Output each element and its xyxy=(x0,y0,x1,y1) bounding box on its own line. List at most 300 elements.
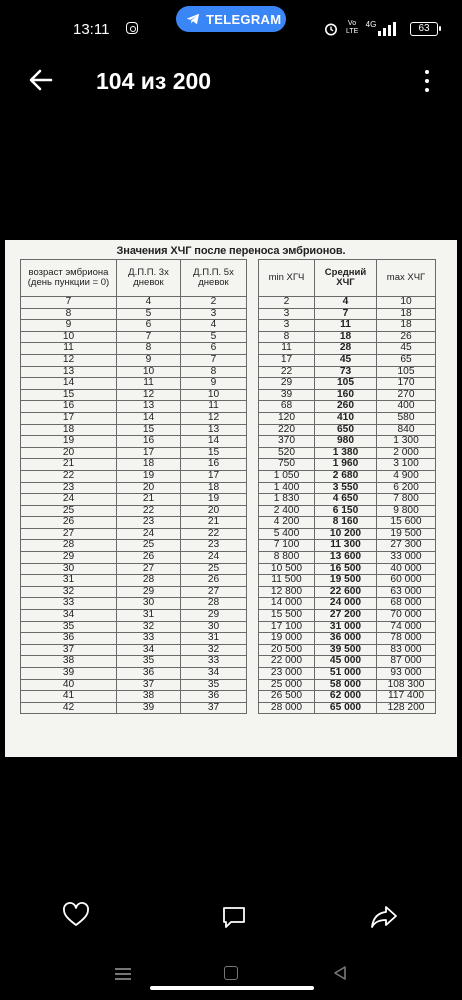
table-cell: 22 xyxy=(117,505,181,517)
table-cell: 31 xyxy=(117,610,181,622)
table-row xyxy=(259,320,436,332)
table-cell: 26 xyxy=(21,517,117,529)
table-cell: 9 xyxy=(21,320,117,332)
table-row xyxy=(21,459,247,471)
header-5day: Д.П.П. 5х дневок xyxy=(181,260,247,297)
table-cell: 37 xyxy=(117,679,181,691)
table-cell: 34 xyxy=(21,610,117,622)
alarm-icon xyxy=(324,22,338,36)
table-cell: 7 xyxy=(315,308,377,320)
table-cell: 32 xyxy=(181,644,247,656)
header-avg-hcg: Средний ХЧГ xyxy=(315,260,377,297)
table-cell: 23 000 xyxy=(259,668,315,680)
post-actions xyxy=(0,895,462,939)
table-cell: 13 600 xyxy=(315,552,377,564)
table-cell: 13 xyxy=(21,366,117,378)
telegram-icon xyxy=(186,12,200,26)
table-row xyxy=(259,424,436,436)
table-cell: 8 xyxy=(181,366,247,378)
table-cell: 5 400 xyxy=(259,528,315,540)
table-cell: 35 xyxy=(181,679,247,691)
table-cell: 20 xyxy=(181,505,247,517)
document-photo[interactable] xyxy=(5,240,457,757)
table-cell: 83 000 xyxy=(377,644,436,656)
table-cell: 37 xyxy=(181,702,247,714)
table-cell: 68 xyxy=(259,401,315,413)
table-cell: 5 xyxy=(181,331,247,343)
table-row xyxy=(21,424,247,436)
table-row xyxy=(21,610,247,622)
table-cell: 45 000 xyxy=(315,656,377,668)
table-cell: 220 xyxy=(259,424,315,436)
table-cell: 17 xyxy=(117,447,181,459)
table-cell: 8 xyxy=(117,343,181,355)
table-cell: 980 xyxy=(315,436,377,448)
table-row xyxy=(21,343,247,355)
table-cell: 7 xyxy=(21,297,117,309)
table-cell: 22 xyxy=(21,470,117,482)
table-cell: 22 xyxy=(181,528,247,540)
table-cell: 12 xyxy=(21,354,117,366)
table-cell: 12 xyxy=(181,412,247,424)
table-cell: 2 680 xyxy=(315,470,377,482)
table-cell: 21 xyxy=(117,494,181,506)
table-cell: 12 800 xyxy=(259,586,315,598)
table-row xyxy=(259,644,436,656)
table-cell: 12 xyxy=(117,389,181,401)
table-cell: 1 300 xyxy=(377,436,436,448)
table-cell: 32 xyxy=(21,586,117,598)
table-cell: 16 xyxy=(21,401,117,413)
table-cell: 4 xyxy=(117,297,181,309)
table-cell: 36 xyxy=(181,691,247,703)
table-cell: 10 xyxy=(117,366,181,378)
recent-apps-icon[interactable] xyxy=(115,966,131,982)
table-row xyxy=(259,702,436,714)
table-row xyxy=(21,494,247,506)
table-cell: 1 380 xyxy=(315,447,377,459)
table-cell: 11 500 xyxy=(259,575,315,587)
table-cell: 25 000 xyxy=(259,679,315,691)
table-cell: 27 xyxy=(21,528,117,540)
table-cell: 31 xyxy=(181,633,247,645)
table-row xyxy=(259,679,436,691)
table-cell: 27 xyxy=(181,586,247,598)
table-row xyxy=(259,412,436,424)
table-row xyxy=(259,540,436,552)
table-cell: 39 xyxy=(21,668,117,680)
table-cell: 65 xyxy=(377,354,436,366)
table-cell: 19 xyxy=(117,470,181,482)
table-left xyxy=(20,259,247,714)
table-row xyxy=(21,552,247,564)
table-cell: 13 xyxy=(117,401,181,413)
table-cell: 36 xyxy=(21,633,117,645)
table-row xyxy=(259,366,436,378)
table-row xyxy=(21,691,247,703)
table-cell: 34 xyxy=(181,668,247,680)
table-cell: 36 000 xyxy=(315,633,377,645)
table-cell: 15 xyxy=(181,447,247,459)
table-cell: 28 xyxy=(117,575,181,587)
table-row xyxy=(21,447,247,459)
table-cell: 11 xyxy=(117,378,181,390)
table-row xyxy=(259,401,436,413)
table-cell: 20 xyxy=(21,447,117,459)
header-min-hcg: min ХГЧ xyxy=(259,260,315,297)
table-cell: 4 900 xyxy=(377,470,436,482)
table-cell: 29 xyxy=(181,610,247,622)
table-cell: 370 xyxy=(259,436,315,448)
table-cell: 28 000 xyxy=(259,702,315,714)
table-cell: 4 xyxy=(315,297,377,309)
table-row xyxy=(259,494,436,506)
table-cell: 16 xyxy=(117,436,181,448)
table-cell: 14 xyxy=(181,436,247,448)
table-cell: 10 200 xyxy=(315,528,377,540)
table-row xyxy=(259,517,436,529)
back-arrow-icon[interactable] xyxy=(28,67,54,93)
table-row xyxy=(21,633,247,645)
header-max-hcg: max ХЧГ xyxy=(377,260,436,297)
table-cell: 400 xyxy=(377,401,436,413)
table-cell: 26 xyxy=(117,552,181,564)
table-cell: 105 xyxy=(377,366,436,378)
table-cell: 18 xyxy=(21,424,117,436)
table-row xyxy=(21,575,247,587)
table-row xyxy=(21,563,247,575)
table-cell: 45 xyxy=(377,343,436,355)
table-row xyxy=(259,668,436,680)
table-cell: 840 xyxy=(377,424,436,436)
table-row xyxy=(21,528,247,540)
table-cell: 28 xyxy=(21,540,117,552)
table-cell: 22 600 xyxy=(315,586,377,598)
table-row xyxy=(259,482,436,494)
table-cell: 14 xyxy=(21,378,117,390)
table-row xyxy=(21,679,247,691)
header-embryo-age: возраст эмбриона (день пункции = 0) xyxy=(21,260,117,297)
share-icon[interactable] xyxy=(370,903,398,931)
table-cell: 580 xyxy=(377,412,436,424)
table-cell: 410 xyxy=(315,412,377,424)
table-row xyxy=(259,505,436,517)
table-cell: 117 400 xyxy=(377,691,436,703)
header-3day: Д.П.П. 3х дневок xyxy=(117,260,181,297)
table-cell: 27 xyxy=(117,563,181,575)
table-cell: 70 000 xyxy=(377,610,436,622)
app-bar xyxy=(0,55,462,107)
table-cell: 1 050 xyxy=(259,470,315,482)
telegram-label: TELEGRAM xyxy=(206,12,282,27)
table-cell: 62 000 xyxy=(315,691,377,703)
table-cell: 2 000 xyxy=(377,447,436,459)
table-cell: 68 000 xyxy=(377,598,436,610)
table-cell: 33 xyxy=(21,598,117,610)
table-cell: 6 200 xyxy=(377,482,436,494)
table-cell: 17 100 xyxy=(259,621,315,633)
table-cell: 5 xyxy=(117,308,181,320)
table-cell: 35 xyxy=(117,656,181,668)
table-cell: 1 830 xyxy=(259,494,315,506)
table-cell: 520 xyxy=(259,447,315,459)
table-cell: 24 000 xyxy=(315,598,377,610)
table-row xyxy=(259,656,436,668)
table-row xyxy=(259,378,436,390)
table-cell: 10 xyxy=(21,331,117,343)
table-cell: 87 000 xyxy=(377,656,436,668)
table-cell: 21 xyxy=(21,459,117,471)
table-row xyxy=(259,610,436,622)
table-row xyxy=(259,563,436,575)
telegram-pill[interactable] xyxy=(176,6,286,32)
table-row xyxy=(259,354,436,366)
table-cell: 10 xyxy=(181,389,247,401)
table-cell: 270 xyxy=(377,389,436,401)
table-row xyxy=(259,297,436,309)
table-cell: 74 000 xyxy=(377,621,436,633)
table-cell: 41 xyxy=(21,691,117,703)
table-cell: 8 xyxy=(21,308,117,320)
table-cell: 7 xyxy=(181,354,247,366)
table-row xyxy=(259,586,436,598)
system-nav-bar xyxy=(0,955,462,1000)
table-cell: 30 xyxy=(181,621,247,633)
table-cell: 18 xyxy=(315,331,377,343)
table-row xyxy=(21,644,247,656)
status-time: 13:11 xyxy=(73,21,110,38)
table-cell: 20 500 xyxy=(259,644,315,656)
table-cell: 93 000 xyxy=(377,668,436,680)
table-cell: 23 xyxy=(117,517,181,529)
table-cell: 38 xyxy=(117,691,181,703)
table-cell: 34 xyxy=(117,644,181,656)
table-row xyxy=(259,552,436,564)
table-row xyxy=(259,389,436,401)
table-cell: 40 xyxy=(21,679,117,691)
table-cell: 18 xyxy=(377,308,436,320)
table-cell: 28 xyxy=(181,598,247,610)
table-row xyxy=(21,598,247,610)
table-cell: 4 xyxy=(181,320,247,332)
table-row xyxy=(259,470,436,482)
more-vert-icon[interactable] xyxy=(418,68,436,94)
table-cell: 2 xyxy=(181,297,247,309)
table-cell: 35 xyxy=(21,621,117,633)
table-row xyxy=(21,505,247,517)
table-cell: 170 xyxy=(377,378,436,390)
table-cell: 7 100 xyxy=(259,540,315,552)
table-cell: 39 xyxy=(259,389,315,401)
table-row xyxy=(21,412,247,424)
table-cell: 4 650 xyxy=(315,494,377,506)
table-cell: 3 xyxy=(259,308,315,320)
table-cell: 11 xyxy=(315,320,377,332)
table-row xyxy=(21,470,247,482)
table-cell: 6 150 xyxy=(315,505,377,517)
table-cell: 7 xyxy=(117,331,181,343)
table-cell: 33 xyxy=(117,633,181,645)
network-label: 4G xyxy=(365,20,377,29)
table-cell: 3 xyxy=(259,320,315,332)
table-cell: 17 xyxy=(21,412,117,424)
table-cell: 10 500 xyxy=(259,563,315,575)
table-cell: 23 xyxy=(181,540,247,552)
table-row xyxy=(21,320,247,332)
table-cell: 11 300 xyxy=(315,540,377,552)
table-cell: 24 xyxy=(181,552,247,564)
table-cell: 260 xyxy=(315,401,377,413)
table-cell: 6 xyxy=(181,343,247,355)
table-cell: 27 200 xyxy=(315,610,377,622)
table-cell: 19 500 xyxy=(377,528,436,540)
table-cell: 18 xyxy=(377,320,436,332)
table-cell: 15 xyxy=(117,424,181,436)
table-row xyxy=(21,297,247,309)
table-cell: 26 500 xyxy=(259,691,315,703)
table-row xyxy=(21,702,247,714)
table-cell: 19 xyxy=(181,494,247,506)
table-cell: 19 000 xyxy=(259,633,315,645)
table-cell: 27 300 xyxy=(377,540,436,552)
table-cell: 29 xyxy=(21,552,117,564)
status-bar xyxy=(0,0,462,60)
table-cell: 14 xyxy=(117,412,181,424)
table-cell: 58 000 xyxy=(315,679,377,691)
comment-icon[interactable] xyxy=(220,903,248,931)
table-cell: 3 550 xyxy=(315,482,377,494)
table-cell: 25 xyxy=(181,563,247,575)
table-cell: 11 xyxy=(181,401,247,413)
table-row xyxy=(259,447,436,459)
table-row xyxy=(259,691,436,703)
table-cell: 22 xyxy=(259,366,315,378)
table-cell: 2 400 xyxy=(259,505,315,517)
page-counter-title: 104 из 200 xyxy=(96,68,212,94)
table-cell: 36 xyxy=(117,668,181,680)
table-row xyxy=(21,436,247,448)
table-cell: 29 xyxy=(259,378,315,390)
table-cell: 17 xyxy=(181,470,247,482)
table-cell: 29 xyxy=(117,586,181,598)
table-row xyxy=(259,436,436,448)
table-cell: 78 000 xyxy=(377,633,436,645)
table-cell: 8 800 xyxy=(259,552,315,564)
table-cell: 650 xyxy=(315,424,377,436)
table-cell: 15 xyxy=(21,389,117,401)
table-cell: 17 xyxy=(259,354,315,366)
table-cell: 45 xyxy=(315,354,377,366)
table-cell: 30 xyxy=(117,598,181,610)
table-row xyxy=(21,482,247,494)
table-cell: 31 000 xyxy=(315,621,377,633)
table-cell: 30 xyxy=(21,563,117,575)
table-cell: 3 xyxy=(181,308,247,320)
table-cell: 26 xyxy=(181,575,247,587)
table-cell: 63 000 xyxy=(377,586,436,598)
home-indicator[interactable] xyxy=(150,986,314,990)
table-cell: 9 xyxy=(117,354,181,366)
table-row xyxy=(21,389,247,401)
table-row xyxy=(259,528,436,540)
table-row xyxy=(259,633,436,645)
table-cell: 21 xyxy=(181,517,247,529)
table-cell: 25 xyxy=(21,505,117,517)
table-row xyxy=(259,331,436,343)
table-cell: 24 xyxy=(21,494,117,506)
table-cell: 8 160 xyxy=(315,517,377,529)
table-cell: 15 500 xyxy=(259,610,315,622)
table-cell: 14 000 xyxy=(259,598,315,610)
table-row xyxy=(21,331,247,343)
table-row xyxy=(259,343,436,355)
table-cell: 33 000 xyxy=(377,552,436,564)
table-cell: 42 xyxy=(21,702,117,714)
table-cell: 37 xyxy=(21,644,117,656)
table-cell: 26 xyxy=(377,331,436,343)
table-row xyxy=(259,575,436,587)
heart-icon[interactable] xyxy=(62,901,90,929)
table-row xyxy=(21,378,247,390)
table-cell: 18 xyxy=(181,482,247,494)
table-cell: 38 xyxy=(21,656,117,668)
table-cell: 9 800 xyxy=(377,505,436,517)
table-cell: 11 xyxy=(21,343,117,355)
table-cell: 13 xyxy=(181,424,247,436)
table-row xyxy=(21,366,247,378)
table-cell: 39 xyxy=(117,702,181,714)
table-row xyxy=(21,401,247,413)
home-icon[interactable] xyxy=(224,966,238,980)
document-title: Значения ХЧГ после переноса эмбрионов. xyxy=(116,245,346,257)
table-row xyxy=(259,621,436,633)
table-cell: 28 xyxy=(315,343,377,355)
table-cell: 128 200 xyxy=(377,702,436,714)
table-row xyxy=(259,308,436,320)
table-cell: 20 xyxy=(117,482,181,494)
table-cell: 31 xyxy=(21,575,117,587)
table-cell: 8 xyxy=(259,331,315,343)
table-cell: 24 xyxy=(117,528,181,540)
table-cell: 15 600 xyxy=(377,517,436,529)
table-cell: 120 xyxy=(259,412,315,424)
table-cell: 33 xyxy=(181,656,247,668)
table-cell: 750 xyxy=(259,459,315,471)
table-cell: 1 400 xyxy=(259,482,315,494)
table-cell: 39 500 xyxy=(315,644,377,656)
table-cell: 160 xyxy=(315,389,377,401)
table-cell: 1 960 xyxy=(315,459,377,471)
table-cell: 25 xyxy=(117,540,181,552)
table-row xyxy=(21,308,247,320)
volte-label: Vo LTE xyxy=(346,20,359,35)
table-cell: 6 xyxy=(117,320,181,332)
battery-icon: 63 xyxy=(410,22,438,36)
table-cell: 108 300 xyxy=(377,679,436,691)
table-row xyxy=(21,621,247,633)
table-cell: 16 xyxy=(181,459,247,471)
table-cell: 60 000 xyxy=(377,575,436,587)
table-cell: 2 xyxy=(259,297,315,309)
table-cell: 105 xyxy=(315,378,377,390)
table-row xyxy=(21,540,247,552)
signal-icon xyxy=(378,22,398,36)
back-icon[interactable] xyxy=(332,965,348,981)
table-cell: 23 xyxy=(21,482,117,494)
table-row xyxy=(259,598,436,610)
table-cell: 4 200 xyxy=(259,517,315,529)
table-row xyxy=(21,656,247,668)
